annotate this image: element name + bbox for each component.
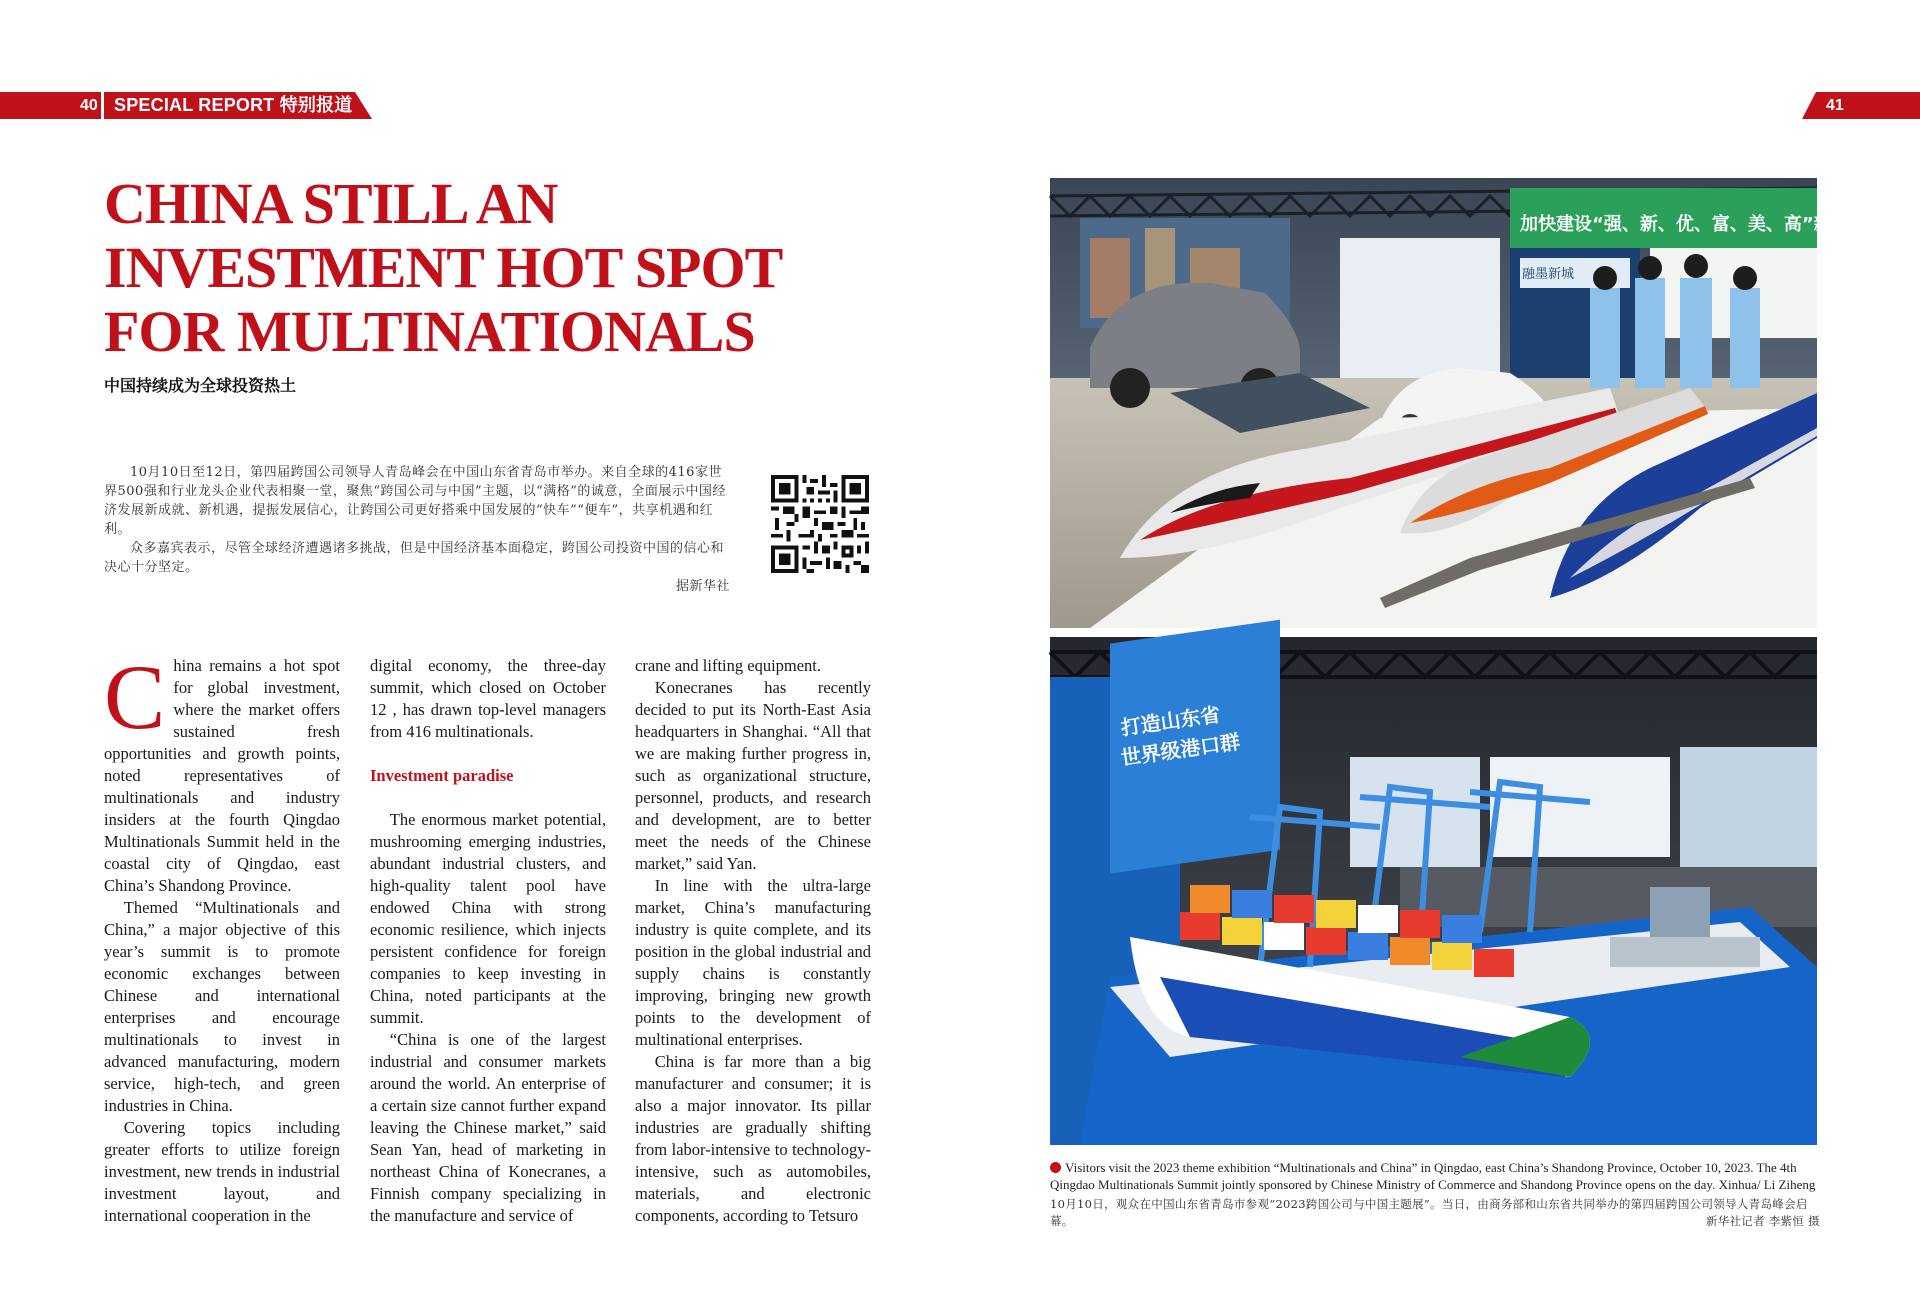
headline (104, 172, 804, 364)
article-paragraph: hina remains a hot spot for global investment, where the market offers sustained fresh opportunities and growth points, noted representatives of multinationals and industry insiders at the fourth Qingdao Multinationals Summit held in the coastal city of Qingdao, east China’s Shandong Province. (104, 656, 340, 895)
article-paragraph: In line with the ultra-large market, China’s manufacturing industry is quite complete, and its position in the global industrial and supply chains is constantly improving, bringing new growth points to the development of multinational enterprises. (635, 876, 871, 1049)
right-page-number-bar (1802, 92, 1920, 119)
qr-code-icon[interactable] (771, 475, 869, 573)
headline-line: FOR MULTINATIONALS (104, 299, 755, 364)
photo-port-model (1050, 637, 1817, 1145)
photo-train-models (1050, 178, 1868, 628)
article-paragraph: digital economy, the three-day summit, which closed on October 12 , has drawn top-level managers from 416 multinationals. (370, 656, 606, 741)
camera-icon (1050, 1162, 1061, 1173)
board-text-line-2: 世界级港口群 (1119, 729, 1242, 770)
subtitle-chinese: 中国持续成为全球投资热土 (104, 376, 297, 395)
summary-paragraph: 众多嘉宾表示，尽管全球经济遭遇诸多挑战，但是中国经济基本面稳定，跨国公司投资中国的信心和决心十分坚定。 (104, 541, 725, 575)
caption-text: Visitors visit the 2023 theme exhibition “Multinationals and China” in Qingdao, east China’s Shandong Province, October 10, 2023. The 4th Qingdao Multinationals Summit jointly sponsored by Chinese Ministry of Commerce and Shandong Province opens on the day. Xinhua/ Li Ziheng (1050, 1160, 1816, 1192)
ship-hull-text: COSCO SHIPPING (1218, 990, 1395, 1049)
photo-credit: 新华社记者 李紫恒 摄 (1705, 1214, 1820, 1228)
headline-line: CHINA STILL AN (104, 171, 558, 236)
article-paragraph: Themed “Multinationals and China,” a major objective of this year’s summit is to promote economic exchanges between Chinese and international enterprises and encourage multinationals to invest in advanced manufacturing, modern service, high-tech, and green industries in China. (104, 898, 340, 1115)
booth-sign: 融墨新城 (1522, 267, 1575, 282)
article-column-2 (370, 655, 606, 1227)
right-page-number: 41 (1826, 97, 1844, 114)
article-column-1 (104, 646, 341, 1227)
summary-source: 据新华社 (675, 579, 730, 594)
header-divider (101, 92, 104, 119)
subheading: Investment paradise (370, 766, 514, 785)
article-paragraph: “China is one of the largest industrial and consumer markets around the world. An enterprise of a certain size cannot further expand leaving the Chinese market,” said Sean Yan, head of marketing in northeast China of Konecranes, a Finnish company specializing in the manufacture and service of (370, 1030, 606, 1225)
article-paragraph: Covering topics including greater efforts to utilize foreign investment, new trends in industrial investment layout, and international cooperation in the (104, 1118, 341, 1225)
drop-cap: C (104, 646, 166, 748)
left-page-number: 40 (80, 97, 98, 114)
chinese-summary (104, 463, 730, 596)
caption-text-cn: 10月10日，观众在中国山东省青岛市参观“2023跨国公司与中国主题展”。当日，由商务部和山东省共同举办的第四届跨国公司领导人青岛峰会启幕。 (1050, 1197, 1808, 1228)
article-paragraph: Konecranes has recently decided to put its North-East Asia headquarters in Shanghai. “All that we are making further progress in, such as organizational structure, personnel, products, and research and development, are to better meet the needs of the Chinese market,” said Yan. (635, 678, 871, 873)
photo-caption-chinese (1050, 1196, 1820, 1230)
article-column-3 (635, 655, 871, 1227)
summary-paragraph: 10月10日至12日，第四届跨国公司领导人青岛峰会在中国山东省青岛市举办。来自全球的416家世界500强和行业龙头企业代表相聚一堂，聚焦“跨国公司与中国”主题，以“满格”的诚意，全面展示中国经济发展新成就、新机遇，提振发展信心，让跨国公司更好搭乘中国发展的“快车”“便车”，共享机遇和红利。 (104, 465, 726, 537)
banner-text: 加快建设“强、新、优、富、美、高”新时代 (1520, 214, 1868, 235)
article-paragraph: China is far more than a big manufacturer and consumer; it is also a major innovator. Its pillar industries are gradually shifting from labor-intensive to technology-intensive, such as automobiles, materials, and electronic components, according to Tetsuro (635, 1052, 871, 1225)
article-paragraph: crane and lifting equipment. (635, 656, 822, 675)
section-label: SPECIAL REPORT 特别报道 (114, 95, 353, 115)
article-paragraph: The enormous market potential, mushrooming emerging industries, abundant industrial clusters, and high-quality talent pool have endowed China with strong economic resilience, which injects persistent confidence for foreign companies to keep investing in China, noted participants at the summit. (370, 810, 606, 1027)
headline-line: INVESTMENT HOT SPOT (104, 235, 783, 300)
photo-caption-english (1050, 1159, 1820, 1193)
board-text-line-1: 打造山东省 (1119, 702, 1222, 740)
